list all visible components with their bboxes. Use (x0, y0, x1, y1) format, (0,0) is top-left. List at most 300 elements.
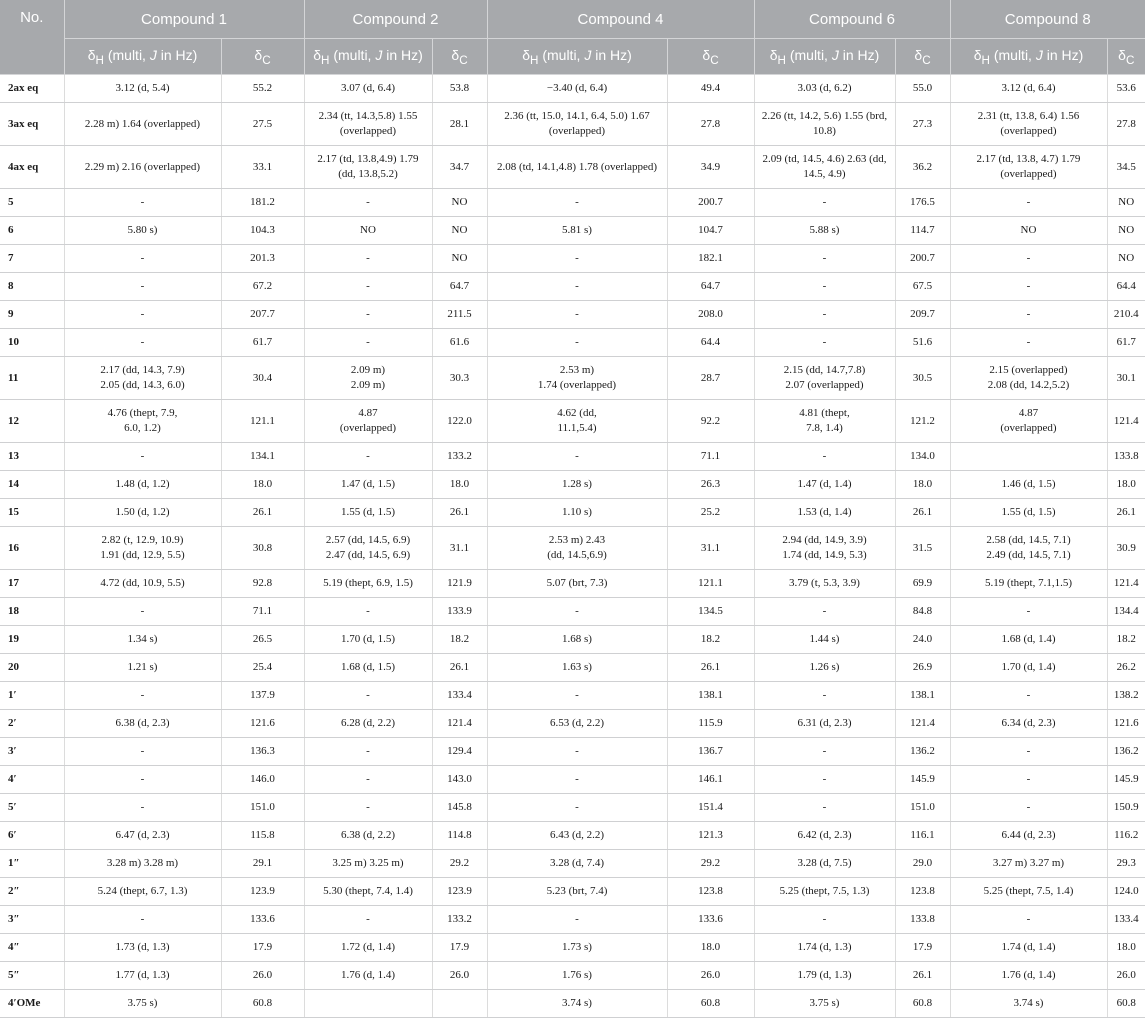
delta-h-cell: 2.09 (td, 14.5, 4.6) 2.63 (dd, 14.5, 4.9) (754, 146, 895, 189)
delta-h-cell: - (754, 766, 895, 794)
table-row (0, 962, 1145, 990)
delta-c-cell: 138.1 (667, 682, 754, 710)
delta-h-cell: - (304, 682, 432, 710)
delta-c-cell: 133.6 (221, 906, 304, 934)
table-row (0, 146, 1145, 189)
delta-h-cell: 2.53 m) 2.43 (dd, 14.5,6.9) (487, 527, 667, 570)
table-row (0, 906, 1145, 934)
delta-h-cell: 1.73 (d, 1.3) (64, 934, 221, 962)
row-label: 16 (0, 527, 64, 570)
delta-c-cell: 29.2 (667, 850, 754, 878)
delta-h-cell: - (950, 682, 1107, 710)
delta-c-cell: 133.4 (432, 682, 487, 710)
delta-h-cell: - (64, 329, 221, 357)
delta-h-cell: 3.27 m) 3.27 m) (950, 850, 1107, 878)
delta-c-cell: 64.7 (432, 273, 487, 301)
delta-h-cell: - (487, 794, 667, 822)
table-row (0, 654, 1145, 682)
delta-c-cell: 121.4 (895, 710, 950, 738)
row-label: 6′ (0, 822, 64, 850)
delta-c-cell: 26.1 (895, 962, 950, 990)
delta-h-cell: 6.28 (d, 2.2) (304, 710, 432, 738)
delta-h-cell: - (487, 273, 667, 301)
delta-h-cell: - (950, 273, 1107, 301)
delta-c-cell: 134.5 (667, 598, 754, 626)
delta-c-cell: 61.6 (432, 329, 487, 357)
delta-c-cell: 25.2 (667, 499, 754, 527)
header-compound: Compound 6 (754, 0, 950, 39)
table-row (0, 822, 1145, 850)
table-row (0, 710, 1145, 738)
delta-h-cell: 6.34 (d, 2.3) (950, 710, 1107, 738)
header-delta-c: $\delta_C$ (667, 39, 754, 75)
delta-c-cell: 137.9 (221, 682, 304, 710)
delta-h-cell: 6.42 (d, 2.3) (754, 822, 895, 850)
delta-c-cell: 176.5 (895, 189, 950, 217)
delta-h-cell: 2.09 m) 2.09 m) (304, 357, 432, 400)
delta-c-cell: 121.4 (1107, 570, 1145, 598)
delta-c-cell: 28.7 (667, 357, 754, 400)
delta-h-cell: - (487, 245, 667, 273)
delta-c-cell: 123.9 (432, 878, 487, 906)
delta-h-cell: - (950, 906, 1107, 934)
table-row (0, 273, 1145, 301)
row-label: 19 (0, 626, 64, 654)
table-row (0, 934, 1145, 962)
row-label: 13 (0, 443, 64, 471)
delta-c-cell: 211.5 (432, 301, 487, 329)
row-label: 4″ (0, 934, 64, 962)
delta-c-cell: 61.7 (1107, 329, 1145, 357)
delta-h-cell: 6.53 (d, 2.2) (487, 710, 667, 738)
delta-c-cell: 18.0 (432, 471, 487, 499)
delta-c-cell: 116.1 (895, 822, 950, 850)
delta-c-cell: 29.3 (1107, 850, 1145, 878)
delta-h-cell: - (64, 598, 221, 626)
delta-h-cell: - (64, 682, 221, 710)
delta-h-cell: 1.50 (d, 1.2) (64, 499, 221, 527)
row-label: 3′ (0, 738, 64, 766)
delta-h-cell: 5.07 (brt, 7.3) (487, 570, 667, 598)
table-row (0, 245, 1145, 273)
table-header (0, 0, 1145, 75)
table-row (0, 400, 1145, 443)
delta-h-cell: - (64, 245, 221, 273)
table-row (0, 103, 1145, 146)
delta-h-cell: 1.76 s) (487, 962, 667, 990)
delta-c-cell: 30.4 (221, 357, 304, 400)
delta-h-cell: 5.80 s) (64, 217, 221, 245)
delta-h-cell: 2.36 (tt, 15.0, 14.1, 6.4, 5.0) 1.67 (overlapped) (487, 103, 667, 146)
table-row (0, 329, 1145, 357)
delta-h-cell: - (487, 443, 667, 471)
delta-c-cell: 53.8 (432, 75, 487, 103)
delta-c-cell: 26.5 (221, 626, 304, 654)
delta-c-cell: 138.1 (895, 682, 950, 710)
delta-h-cell (304, 990, 432, 1018)
delta-h-cell: 3.74 s) (950, 990, 1107, 1018)
delta-c-cell: 29.0 (895, 850, 950, 878)
delta-c-cell: 36.2 (895, 146, 950, 189)
delta-h-cell: 1.53 (d, 1.4) (754, 499, 895, 527)
delta-c-cell: 208.0 (667, 301, 754, 329)
delta-c-cell: 61.7 (221, 329, 304, 357)
delta-c-cell: 210.4 (1107, 301, 1145, 329)
delta-c-cell: 209.7 (895, 301, 950, 329)
delta-c-cell: 133.2 (432, 443, 487, 471)
delta-c-cell: NO (432, 245, 487, 273)
delta-c-cell: 26.1 (221, 499, 304, 527)
header-delta-h: $\delta_H$ (multi, J in Hz) (64, 39, 221, 75)
delta-c-cell: 145.8 (432, 794, 487, 822)
delta-c-cell: 60.8 (1107, 990, 1145, 1018)
delta-c-cell: NO (1107, 217, 1145, 245)
delta-c-cell: 145.9 (1107, 766, 1145, 794)
delta-h-cell: 1.10 s) (487, 499, 667, 527)
delta-h-cell: 5.88 s) (754, 217, 895, 245)
delta-c-cell: 201.3 (221, 245, 304, 273)
delta-h-cell: 5.81 s) (487, 217, 667, 245)
delta-c-cell: 33.1 (221, 146, 304, 189)
table-row (0, 75, 1145, 103)
delta-h-cell: −3.40 (d, 6.4) (487, 75, 667, 103)
delta-h-cell: 1.47 (d, 1.4) (754, 471, 895, 499)
delta-c-cell: 34.7 (432, 146, 487, 189)
delta-h-cell: - (487, 301, 667, 329)
delta-h-cell: 1.70 (d, 1.4) (950, 654, 1107, 682)
table-row (0, 878, 1145, 906)
delta-c-cell: 34.5 (1107, 146, 1145, 189)
delta-c-cell: 27.8 (667, 103, 754, 146)
delta-h-cell: 4.87 (overlapped) (950, 400, 1107, 443)
delta-h-cell (950, 443, 1107, 471)
delta-c-cell: 18.0 (221, 471, 304, 499)
delta-c-cell: 116.2 (1107, 822, 1145, 850)
table-row (0, 850, 1145, 878)
delta-c-cell: 18.0 (895, 471, 950, 499)
delta-c-cell: 17.9 (432, 934, 487, 962)
delta-c-cell: 26.0 (221, 962, 304, 990)
delta-h-cell: 2.94 (dd, 14.9, 3.9) 1.74 (dd, 14.9, 5.3) (754, 527, 895, 570)
delta-c-cell: 30.8 (221, 527, 304, 570)
delta-c-cell: 26.0 (667, 962, 754, 990)
delta-h-cell: 1.34 s) (64, 626, 221, 654)
delta-h-cell: 5.25 (thept, 7.5, 1.3) (754, 878, 895, 906)
delta-h-cell: 1.76 (d, 1.4) (950, 962, 1107, 990)
delta-c-cell: 121.1 (221, 400, 304, 443)
delta-h-cell: - (64, 738, 221, 766)
delta-h-cell: 2.58 (dd, 14.5, 7.1) 2.49 (dd, 14.5, 7.1) (950, 527, 1107, 570)
delta-c-cell: 18.2 (667, 626, 754, 654)
delta-c-cell: 18.0 (667, 934, 754, 962)
delta-c-cell: 30.1 (1107, 357, 1145, 400)
delta-c-cell: 49.4 (667, 75, 754, 103)
delta-c-cell: 138.2 (1107, 682, 1145, 710)
delta-h-cell: - (487, 682, 667, 710)
delta-h-cell: - (64, 906, 221, 934)
delta-h-cell: 3.07 (d, 6.4) (304, 75, 432, 103)
delta-c-cell: 60.8 (667, 990, 754, 1018)
delta-c-cell: 55.0 (895, 75, 950, 103)
delta-c-cell: 71.1 (221, 598, 304, 626)
row-label: 10 (0, 329, 64, 357)
delta-h-cell: 3.12 (d, 5.4) (64, 75, 221, 103)
delta-c-cell: 26.9 (895, 654, 950, 682)
delta-h-cell: 3.12 (d, 6.4) (950, 75, 1107, 103)
delta-c-cell: 31.1 (667, 527, 754, 570)
delta-c-cell: 145.9 (895, 766, 950, 794)
delta-c-cell: 151.4 (667, 794, 754, 822)
delta-c-cell: 151.0 (221, 794, 304, 822)
delta-c-cell: 124.0 (1107, 878, 1145, 906)
delta-c-cell: 151.0 (895, 794, 950, 822)
table-row (0, 794, 1145, 822)
delta-h-cell: 5.19 (thept, 6.9, 1.5) (304, 570, 432, 598)
delta-c-cell: 121.2 (895, 400, 950, 443)
delta-h-cell: 1.63 s) (487, 654, 667, 682)
delta-h-cell: 2.08 (td, 14.1,4.8) 1.78 (overlapped) (487, 146, 667, 189)
delta-h-cell: - (64, 189, 221, 217)
table-row (0, 990, 1145, 1018)
row-label: 9 (0, 301, 64, 329)
delta-c-cell: 27.3 (895, 103, 950, 146)
delta-c-cell: 64.4 (1107, 273, 1145, 301)
delta-c-cell: 143.0 (432, 766, 487, 794)
delta-h-cell: - (304, 245, 432, 273)
table-row (0, 626, 1145, 654)
delta-c-cell: 123.9 (221, 878, 304, 906)
delta-h-cell: 6.43 (d, 2.2) (487, 822, 667, 850)
delta-c-cell: 146.1 (667, 766, 754, 794)
delta-h-cell: - (950, 598, 1107, 626)
delta-c-cell: 17.9 (895, 934, 950, 962)
delta-c-cell: 26.0 (432, 962, 487, 990)
delta-c-cell: 26.1 (432, 499, 487, 527)
header-compound: Compound 4 (487, 0, 754, 39)
delta-h-cell: 3.28 (d, 7.4) (487, 850, 667, 878)
delta-c-cell: 133.9 (432, 598, 487, 626)
delta-c-cell: 122.0 (432, 400, 487, 443)
delta-c-cell: 17.9 (221, 934, 304, 962)
delta-h-cell: - (304, 598, 432, 626)
delta-h-cell: - (754, 598, 895, 626)
delta-h-cell: 1.55 (d, 1.5) (304, 499, 432, 527)
delta-h-cell: 6.38 (d, 2.3) (64, 710, 221, 738)
delta-h-cell: 2.15 (overlapped) 2.08 (dd, 14.2,5.2) (950, 357, 1107, 400)
delta-c-cell: 207.7 (221, 301, 304, 329)
row-label: 11 (0, 357, 64, 400)
delta-c-cell: 64.7 (667, 273, 754, 301)
delta-h-cell: 1.77 (d, 1.3) (64, 962, 221, 990)
delta-c-cell: 104.7 (667, 217, 754, 245)
table-row (0, 217, 1145, 245)
delta-c-cell: 26.1 (432, 654, 487, 682)
row-label: 12 (0, 400, 64, 443)
row-label: 3″ (0, 906, 64, 934)
subheader-row (0, 39, 1145, 75)
delta-h-cell: - (304, 329, 432, 357)
row-label: 4′ (0, 766, 64, 794)
delta-h-cell: 2.34 (tt, 14.3,5.8) 1.55 (overlapped) (304, 103, 432, 146)
delta-h-cell: - (304, 443, 432, 471)
row-label: 5″ (0, 962, 64, 990)
row-label: 1′ (0, 682, 64, 710)
header-no: No. (0, 0, 64, 75)
delta-c-cell: 115.8 (221, 822, 304, 850)
table-row (0, 766, 1145, 794)
delta-h-cell: - (304, 738, 432, 766)
delta-h-cell: 2.82 (t, 12.9, 10.9) 1.91 (dd, 12.9, 5.5) (64, 527, 221, 570)
delta-h-cell: 3.74 s) (487, 990, 667, 1018)
delta-h-cell: - (754, 906, 895, 934)
delta-h-cell: - (754, 245, 895, 273)
delta-h-cell: - (304, 794, 432, 822)
delta-c-cell: 64.4 (667, 329, 754, 357)
delta-c-cell: 25.4 (221, 654, 304, 682)
header-delta-c: $\delta_C$ (221, 39, 304, 75)
delta-c-cell: 18.2 (432, 626, 487, 654)
delta-h-cell: - (754, 682, 895, 710)
delta-c-cell: 27.5 (221, 103, 304, 146)
delta-h-cell: 5.19 (thept, 7.1,1.5) (950, 570, 1107, 598)
header-compound: Compound 1 (64, 0, 304, 39)
row-label: 2ax eq (0, 75, 64, 103)
delta-c-cell: 121.9 (432, 570, 487, 598)
delta-c-cell: 129.4 (432, 738, 487, 766)
delta-c-cell: 69.9 (895, 570, 950, 598)
delta-h-cell: 2.17 (td, 13.8,4.9) 1.79 (dd, 13.8,5.2) (304, 146, 432, 189)
delta-h-cell: 5.25 (thept, 7.5, 1.4) (950, 878, 1107, 906)
delta-h-cell: - (64, 443, 221, 471)
delta-c-cell: 18.0 (1107, 934, 1145, 962)
delta-h-cell: 2.31 (tt, 13.8, 6.4) 1.56 (overlapped) (950, 103, 1107, 146)
delta-c-cell: 133.8 (1107, 443, 1145, 471)
delta-h-cell: - (754, 273, 895, 301)
delta-h-cell: 2.53 m) 1.74 (overlapped) (487, 357, 667, 400)
delta-c-cell: 114.7 (895, 217, 950, 245)
delta-h-cell: 4.62 (dd, 11.1,5.4) (487, 400, 667, 443)
delta-h-cell: - (950, 301, 1107, 329)
delta-c-cell: 133.6 (667, 906, 754, 934)
delta-c-cell: 114.8 (432, 822, 487, 850)
delta-c-cell: 53.6 (1107, 75, 1145, 103)
delta-h-cell: 6.31 (d, 2.3) (754, 710, 895, 738)
delta-h-cell: 3.25 m) 3.25 m) (304, 850, 432, 878)
delta-c-cell: 26.1 (667, 654, 754, 682)
delta-h-cell: - (304, 766, 432, 794)
delta-c-cell: 30.9 (1107, 527, 1145, 570)
delta-h-cell: - (64, 273, 221, 301)
header-delta-h: $\delta_H$ (multi, J in Hz) (304, 39, 432, 75)
row-label: 7 (0, 245, 64, 273)
delta-h-cell: - (304, 273, 432, 301)
delta-h-cell: 2.29 m) 2.16 (overlapped) (64, 146, 221, 189)
row-label: 2′ (0, 710, 64, 738)
row-label: 17 (0, 570, 64, 598)
delta-c-cell: 29.1 (221, 850, 304, 878)
delta-c-cell: 136.3 (221, 738, 304, 766)
delta-h-cell: 2.28 m) 1.64 (overlapped) (64, 103, 221, 146)
delta-c-cell: 121.4 (1107, 400, 1145, 443)
delta-c-cell: NO (432, 217, 487, 245)
delta-h-cell: 3.03 (d, 6.2) (754, 75, 895, 103)
delta-h-cell: 1.21 s) (64, 654, 221, 682)
delta-h-cell: - (64, 766, 221, 794)
delta-c-cell: 51.6 (895, 329, 950, 357)
delta-h-cell: - (64, 794, 221, 822)
row-label: 8 (0, 273, 64, 301)
delta-c-cell: 26.1 (1107, 499, 1145, 527)
delta-c-cell: 26.0 (1107, 962, 1145, 990)
row-label: 15 (0, 499, 64, 527)
delta-h-cell: 2.15 (dd, 14.7,7.8) 2.07 (overlapped) (754, 357, 895, 400)
delta-c-cell: 121.6 (221, 710, 304, 738)
delta-c-cell: 31.1 (432, 527, 487, 570)
delta-c-cell: 136.2 (1107, 738, 1145, 766)
delta-c-cell: 26.2 (1107, 654, 1145, 682)
delta-h-cell: - (64, 301, 221, 329)
delta-c-cell: NO (1107, 189, 1145, 217)
delta-h-cell: - (304, 906, 432, 934)
row-label: 20 (0, 654, 64, 682)
delta-c-cell: 134.1 (221, 443, 304, 471)
delta-h-cell: - (487, 766, 667, 794)
table-row (0, 301, 1145, 329)
delta-h-cell: 1.72 (d, 1.4) (304, 934, 432, 962)
delta-c-cell: 60.8 (895, 990, 950, 1018)
delta-c-cell: 60.8 (221, 990, 304, 1018)
delta-h-cell: 1.46 (d, 1.5) (950, 471, 1107, 499)
delta-c-cell: 104.3 (221, 217, 304, 245)
delta-h-cell: 3.28 (d, 7.5) (754, 850, 895, 878)
table-row (0, 189, 1145, 217)
header-delta-h: $\delta_H$ (multi, J in Hz) (950, 39, 1107, 75)
delta-h-cell: 1.68 s) (487, 626, 667, 654)
delta-h-cell: 2.17 (dd, 14.3, 7.9) 2.05 (dd, 14.3, 6.0) (64, 357, 221, 400)
delta-c-cell: 121.3 (667, 822, 754, 850)
delta-c-cell: 136.7 (667, 738, 754, 766)
delta-h-cell: - (950, 189, 1107, 217)
delta-h-cell: 1.70 (d, 1.5) (304, 626, 432, 654)
row-label: 6 (0, 217, 64, 245)
row-label: 4′OMe (0, 990, 64, 1018)
delta-h-cell: 1.44 s) (754, 626, 895, 654)
delta-h-cell: 1.48 (d, 1.2) (64, 471, 221, 499)
table-row (0, 443, 1145, 471)
delta-h-cell: - (487, 738, 667, 766)
header-delta-c: $\delta_C$ (1107, 39, 1145, 75)
delta-h-cell: - (304, 301, 432, 329)
delta-c-cell: 123.8 (895, 878, 950, 906)
delta-c-cell: 27.8 (1107, 103, 1145, 146)
delta-h-cell: 1.26 s) (754, 654, 895, 682)
delta-h-cell: 3.75 s) (64, 990, 221, 1018)
delta-c-cell: 133.8 (895, 906, 950, 934)
delta-h-cell: 2.57 (dd, 14.5, 6.9) 2.47 (dd, 14.5, 6.9) (304, 527, 432, 570)
delta-h-cell: 1.68 (d, 1.5) (304, 654, 432, 682)
delta-h-cell: 5.24 (thept, 6.7, 1.3) (64, 878, 221, 906)
delta-h-cell: - (487, 598, 667, 626)
delta-h-cell: 1.47 (d, 1.5) (304, 471, 432, 499)
delta-h-cell: - (950, 245, 1107, 273)
delta-c-cell: 150.9 (1107, 794, 1145, 822)
delta-c-cell: 18.0 (1107, 471, 1145, 499)
delta-c-cell: 24.0 (895, 626, 950, 654)
delta-h-cell: 6.47 (d, 2.3) (64, 822, 221, 850)
delta-h-cell: 4.76 (thept, 7.9, 6.0, 1.2) (64, 400, 221, 443)
delta-h-cell: - (754, 189, 895, 217)
table-row (0, 527, 1145, 570)
